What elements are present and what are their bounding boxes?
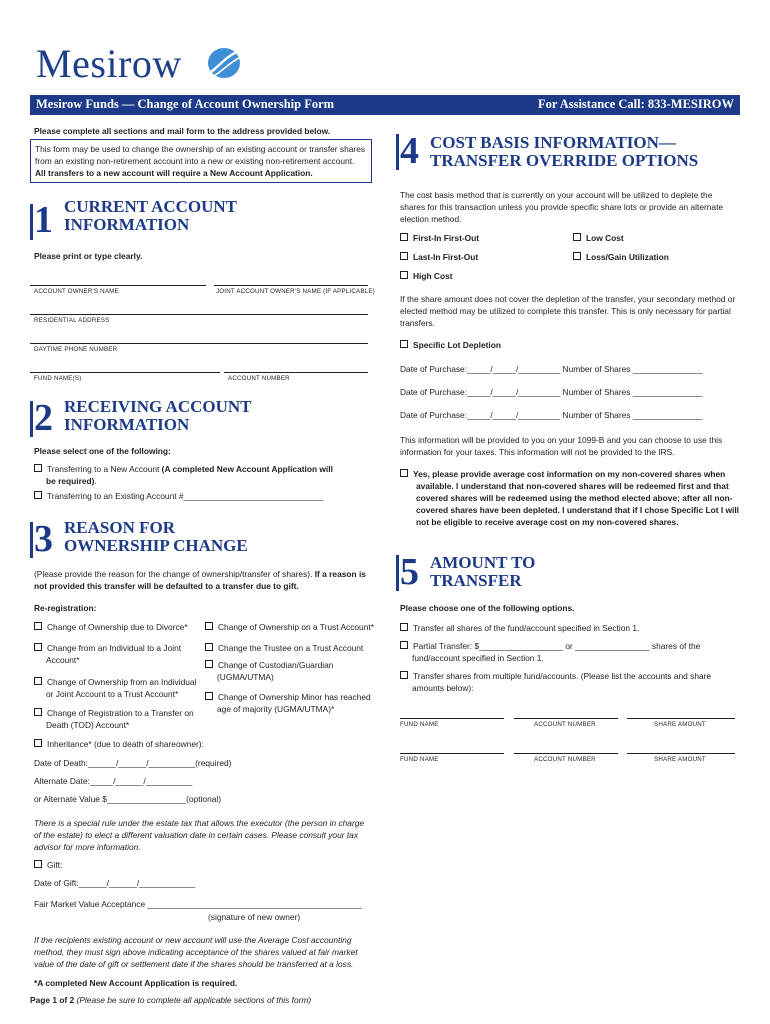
multiple-transfer-checkbox[interactable] xyxy=(400,671,408,679)
multiple-transfer-cont: amounts below): xyxy=(412,683,474,693)
trust-ownership-checkbox[interactable] xyxy=(205,622,213,630)
new-account-note-cont xyxy=(46,476,97,488)
inheritance-option[interactable] xyxy=(34,739,204,751)
intro-note-box xyxy=(30,139,372,183)
specific-lot-checkbox[interactable] xyxy=(400,340,408,348)
form-title: Mesirow Funds — Change of Account Ownership Form xyxy=(36,97,335,111)
tod-cont: Death (TOD) Account* xyxy=(46,720,130,730)
section-1-title-line: CURRENT ACCOUNT xyxy=(64,197,238,216)
date-of-gift-field[interactable]: Date of Gift:______/______/____________ xyxy=(34,878,196,888)
special-rule-line: of the estate) to elect a different valuation date in certain cases. Please consult your tax xyxy=(34,830,359,840)
header-banner xyxy=(30,95,740,115)
trustee-label: Change the Trustee on a Trust Account xyxy=(218,643,364,653)
transfer-all-label: Transfer all shares of the fund/account specified in Section 1. xyxy=(413,623,640,633)
partial-transfer-label: Partial Transfer: $__________________ or ________________ shares of the xyxy=(413,641,701,651)
intro-note-line: All transfers to a new account will require a New Account Application. xyxy=(35,168,313,178)
section-4-title-line: TRANSFER OVERRIDE OPTIONS xyxy=(430,151,699,170)
multiple-transfer-label: Transfer shares from multiple fund/accounts. (Please list the accounts and share xyxy=(413,671,712,681)
owner-name-field[interactable] xyxy=(30,285,206,286)
joint-owner-name-field[interactable] xyxy=(214,285,368,286)
fifo-option[interactable] xyxy=(400,233,479,245)
custodian-label: Change of Custodian/Guardian xyxy=(218,660,334,670)
transfer-all-option[interactable] xyxy=(400,623,639,635)
transfer-all-checkbox[interactable] xyxy=(400,623,408,631)
average-cost-label: Yes, please provide average cost information on my non-covered shares when xyxy=(413,469,726,479)
assistance-phone: For Assistance Call: 833-MESIROW xyxy=(538,97,734,111)
intro-note-line: This form may be used to change the ownership of an existing account or transfer shares xyxy=(35,144,366,154)
to-trust-checkbox[interactable] xyxy=(34,677,42,685)
reason-description xyxy=(34,569,366,581)
partial-transfer-cont: fund/account specified in Section 1. xyxy=(412,653,544,663)
secondary-method-line: elected method may be utilized to complete this transfer. This is only necessary for partial xyxy=(400,306,731,316)
cost-basis-intro-line: shares for this transaction unless you provide specific share lots or provide an alternate xyxy=(400,202,724,212)
section-4-bar xyxy=(396,134,399,170)
tod-checkbox[interactable] xyxy=(34,708,42,716)
specific-lot-option[interactable] xyxy=(400,340,501,352)
lifo-option[interactable] xyxy=(400,252,478,264)
phone-field[interactable] xyxy=(30,343,368,344)
section-5-title xyxy=(430,554,535,590)
lifo-label: Last-In First-Out xyxy=(413,252,479,262)
1099b-info-line: information for your taxes. This information will not be provided to the IRS. xyxy=(400,447,675,457)
account-number-field-2[interactable] xyxy=(514,753,618,754)
new-account-period: . xyxy=(94,476,97,486)
account-number-label-2: ACCOUNT NUMBER xyxy=(534,756,596,763)
section-5-title-line: TRANSFER xyxy=(430,571,522,590)
new-account-option[interactable] xyxy=(34,464,364,476)
high-cost-option[interactable] xyxy=(400,271,453,283)
divorce-checkbox[interactable] xyxy=(34,622,42,630)
1099b-info-line: This information will be provided to you on your 1099-B and you can choose to use this xyxy=(400,435,723,445)
individual-to-joint-label: Change from an Individual to a Joint xyxy=(47,643,182,653)
purchase-lot-field[interactable]: Date of Purchase:_____/_____/_________ Number of Shares _______________ xyxy=(400,387,703,397)
tod-label: Change of Registration to a Transfer on xyxy=(47,708,194,718)
cost-basis-intro-line: election method. xyxy=(400,214,462,224)
section-3-bar xyxy=(30,522,33,558)
new-account-label: Transferring to a New Account xyxy=(47,464,160,474)
to-trust-cont: or Joint Account to a Trust Account* xyxy=(46,689,179,699)
owner-name-label: ACCOUNT OWNER'S NAME xyxy=(34,288,119,295)
minor-majority-checkbox[interactable] xyxy=(205,692,213,700)
section-1-title xyxy=(64,198,237,234)
average-cost-line: If the recipients existing account or new account will use the Average Cost accounting xyxy=(34,935,352,945)
special-rule-line: There is a special rule under the estate tax that allows the executor (the person in charge xyxy=(34,818,365,828)
section-1-bar xyxy=(30,204,33,240)
section-2-title-line: INFORMATION xyxy=(64,415,190,434)
new-account-note: (A completed New Account Application will xyxy=(161,464,333,474)
low-cost-label: Low Cost xyxy=(586,233,624,243)
average-cost-line: covered shares will be redeemed using the method elected above; after all non- xyxy=(416,493,733,503)
gift-option[interactable] xyxy=(34,860,62,872)
alternate-date-field[interactable]: Alternate Date:_____/______/__________ xyxy=(34,776,193,786)
to-trust-option[interactable] xyxy=(34,677,196,689)
share-amount-field-1[interactable] xyxy=(627,718,735,719)
phone-label: DAYTIME PHONE NUMBER xyxy=(34,346,118,353)
low-cost-checkbox[interactable] xyxy=(573,233,581,241)
section-4-title-line: COST BASIS INFORMATION— xyxy=(430,133,676,152)
address-label: RESIDENTIAL ADDRESS xyxy=(34,317,110,324)
fund-name-label: FUND NAME(S) xyxy=(34,375,82,382)
to-trust-label: Change of Ownership from an Individual xyxy=(47,677,197,687)
page-number: Page 1 of 2 xyxy=(30,995,75,1005)
individual-to-joint-cont: Account* xyxy=(46,655,80,665)
divorce-label: Change of Ownership due to Divorce* xyxy=(47,622,188,632)
minor-majority-cont: age of majority (UGMA/UTMA)* xyxy=(217,704,335,714)
reregistration-label: Re-registration: xyxy=(34,603,97,613)
section-4-number: 4 xyxy=(400,130,419,172)
trustee-option[interactable] xyxy=(205,643,363,655)
section-3-title-line: REASON FOR xyxy=(64,518,175,537)
inheritance-label: Inheritance* (due to death of shareowner): xyxy=(47,739,204,749)
average-cost-option[interactable] xyxy=(400,469,725,481)
brand-name: Mesirow xyxy=(36,41,182,86)
section-3-title-line: OWNERSHIP CHANGE xyxy=(64,536,248,555)
high-cost-label: High Cost xyxy=(413,271,453,281)
fund-name-label-2: FUND NAME xyxy=(400,756,439,763)
fifo-label: First-In First-Out xyxy=(413,233,480,243)
minor-majority-label: Change of Ownership Minor has reached xyxy=(218,692,371,702)
date-of-death-field[interactable]: Date of Death:______/______/__________(required) xyxy=(34,758,232,768)
share-amount-field-2[interactable] xyxy=(627,753,735,754)
custodian-option[interactable] xyxy=(205,660,333,672)
section-3-number: 3 xyxy=(34,518,53,560)
share-amount-label-1: SHARE AMOUNT xyxy=(654,721,706,728)
joint-owner-label: JOINT ACCOUNT OWNER'S NAME (IF APPLICABLE) xyxy=(216,288,375,295)
section-1-title-line: INFORMATION xyxy=(64,215,190,234)
minor-majority-option[interactable] xyxy=(205,692,371,704)
average-cost-line: covered shares have been depleted. I understand that if I chose Specific Lot I will xyxy=(416,505,739,515)
application-required-note: *A completed New Account Application is required. xyxy=(34,978,238,988)
tod-option[interactable] xyxy=(34,708,194,720)
brand-leaf-icon xyxy=(205,46,243,80)
loss-gain-label: Loss/Gain Utilization xyxy=(586,252,669,262)
section-2-number: 2 xyxy=(34,397,53,439)
individual-to-joint-option[interactable] xyxy=(34,643,181,655)
print-instruction: Please print or type clearly. xyxy=(34,251,143,261)
fifo-checkbox[interactable] xyxy=(400,233,408,241)
custodian-cont: (UGMA/UTMA) xyxy=(217,672,274,682)
average-cost-line: not be eligible to receive average cost on my non-covered shares. xyxy=(416,517,679,527)
loss-gain-option[interactable] xyxy=(573,252,669,264)
fund-name-label-1: FUND NAME xyxy=(400,721,439,728)
existing-account-label: Transferring to an Existing Account #______________________________ xyxy=(47,491,324,501)
brand-logo xyxy=(36,40,182,87)
partial-transfer-checkbox[interactable] xyxy=(400,641,408,649)
fund-name-field[interactable] xyxy=(30,372,220,373)
intro-note-line: from an existing non-retirement account into a new or existing non-retirement account. xyxy=(35,156,355,166)
secondary-method-line: transfers. xyxy=(400,318,435,328)
gift-checkbox[interactable] xyxy=(34,860,42,868)
gift-label: Gift: xyxy=(47,860,63,870)
special-rule-line: advisor for more information. xyxy=(34,842,141,852)
fund-name-field-2[interactable] xyxy=(400,753,504,754)
purchase-lot-field[interactable]: Date of Purchase:_____/_____/_________ Number of Shares _______________ xyxy=(400,410,703,420)
address-field[interactable] xyxy=(30,314,368,315)
section-2-bar xyxy=(30,401,33,437)
multiple-transfer-option[interactable] xyxy=(400,671,711,683)
new-account-checkbox[interactable] xyxy=(34,464,42,472)
account-number-label-1: ACCOUNT NUMBER xyxy=(534,721,596,728)
cost-basis-intro-line: The cost basis method that is currently on your account will be utilized to deplete the xyxy=(400,190,713,200)
average-cost-checkbox[interactable] xyxy=(400,469,408,477)
new-account-note-cont-text: be required) xyxy=(46,476,95,486)
fund-name-field-1[interactable] xyxy=(400,718,504,719)
section-5-title-line: AMOUNT TO xyxy=(430,553,536,572)
intro-instruction: Please complete all sections and mail form to the address provided below. xyxy=(34,126,331,136)
section-3-title xyxy=(64,519,248,555)
average-cost-line: value of the date of gift or settlement date if the shares should be transferred at a loss. xyxy=(34,959,354,969)
secondary-method-line: If the share amount does not cover the depletion of the transfer, your secondary method or xyxy=(400,294,736,304)
individual-to-joint-checkbox[interactable] xyxy=(34,643,42,651)
divorce-option[interactable] xyxy=(34,622,188,634)
section-2-title xyxy=(64,398,252,434)
reason-default-note: not provided this transfer will be defaulted to a transfer due to gift. xyxy=(34,581,299,591)
purchase-lot-field[interactable]: Date of Purchase:_____/_____/_________ Number of Shares _______________ xyxy=(400,364,703,374)
account-number-field[interactable] xyxy=(224,372,368,373)
low-cost-option[interactable] xyxy=(573,233,624,245)
loss-gain-checkbox[interactable] xyxy=(573,252,581,260)
receiving-select-label: Please select one of the following: xyxy=(34,446,171,456)
section-5-number: 5 xyxy=(400,551,419,593)
section-1-number: 1 xyxy=(34,199,53,241)
custodian-checkbox[interactable] xyxy=(205,660,213,668)
trust-ownership-label: Change of Ownership on a Trust Account* xyxy=(218,622,374,632)
footer-note: (Please be sure to complete all applicable sections of this form) xyxy=(76,995,312,1005)
section-4-title xyxy=(430,134,698,170)
account-number-label: ACCOUNT NUMBER xyxy=(228,375,290,382)
average-cost-line: available. I understand that non-covered shares will be redeemed first and that xyxy=(416,481,729,491)
inheritance-checkbox[interactable] xyxy=(34,739,42,747)
average-cost-line: method, they must sign above indicating acceptance of the shares valued at fair market xyxy=(34,947,358,957)
section-5-bar xyxy=(396,555,399,591)
alternate-value-field[interactable]: or Alternate Value $_________________(optional) xyxy=(34,794,222,804)
reason-desc-bold: If a reason is xyxy=(314,569,366,579)
section-2-title-line: RECEIVING ACCOUNT xyxy=(64,397,252,416)
signature-label: (signature of new owner) xyxy=(208,912,301,922)
existing-account-option[interactable] xyxy=(34,491,323,503)
existing-account-checkbox[interactable] xyxy=(34,491,42,499)
specific-lot-label: Specific Lot Depletion xyxy=(413,340,501,350)
share-amount-label-2: SHARE AMOUNT xyxy=(654,756,706,763)
high-cost-checkbox[interactable] xyxy=(400,271,408,279)
trust-ownership-option[interactable] xyxy=(205,622,374,634)
trustee-checkbox[interactable] xyxy=(205,643,213,651)
reason-desc-text: (Please provide the reason for the change of ownership/transfer of shares). xyxy=(34,569,313,579)
account-number-field-1[interactable] xyxy=(514,718,618,719)
amount-choose-label: Please choose one of the following options. xyxy=(400,603,575,613)
fmv-acceptance-field[interactable]: Fair Market Value Acceptance ______________________________________________ xyxy=(34,899,362,909)
page-footer xyxy=(30,995,311,1007)
partial-transfer-option[interactable] xyxy=(400,641,700,653)
lifo-checkbox[interactable] xyxy=(400,252,408,260)
